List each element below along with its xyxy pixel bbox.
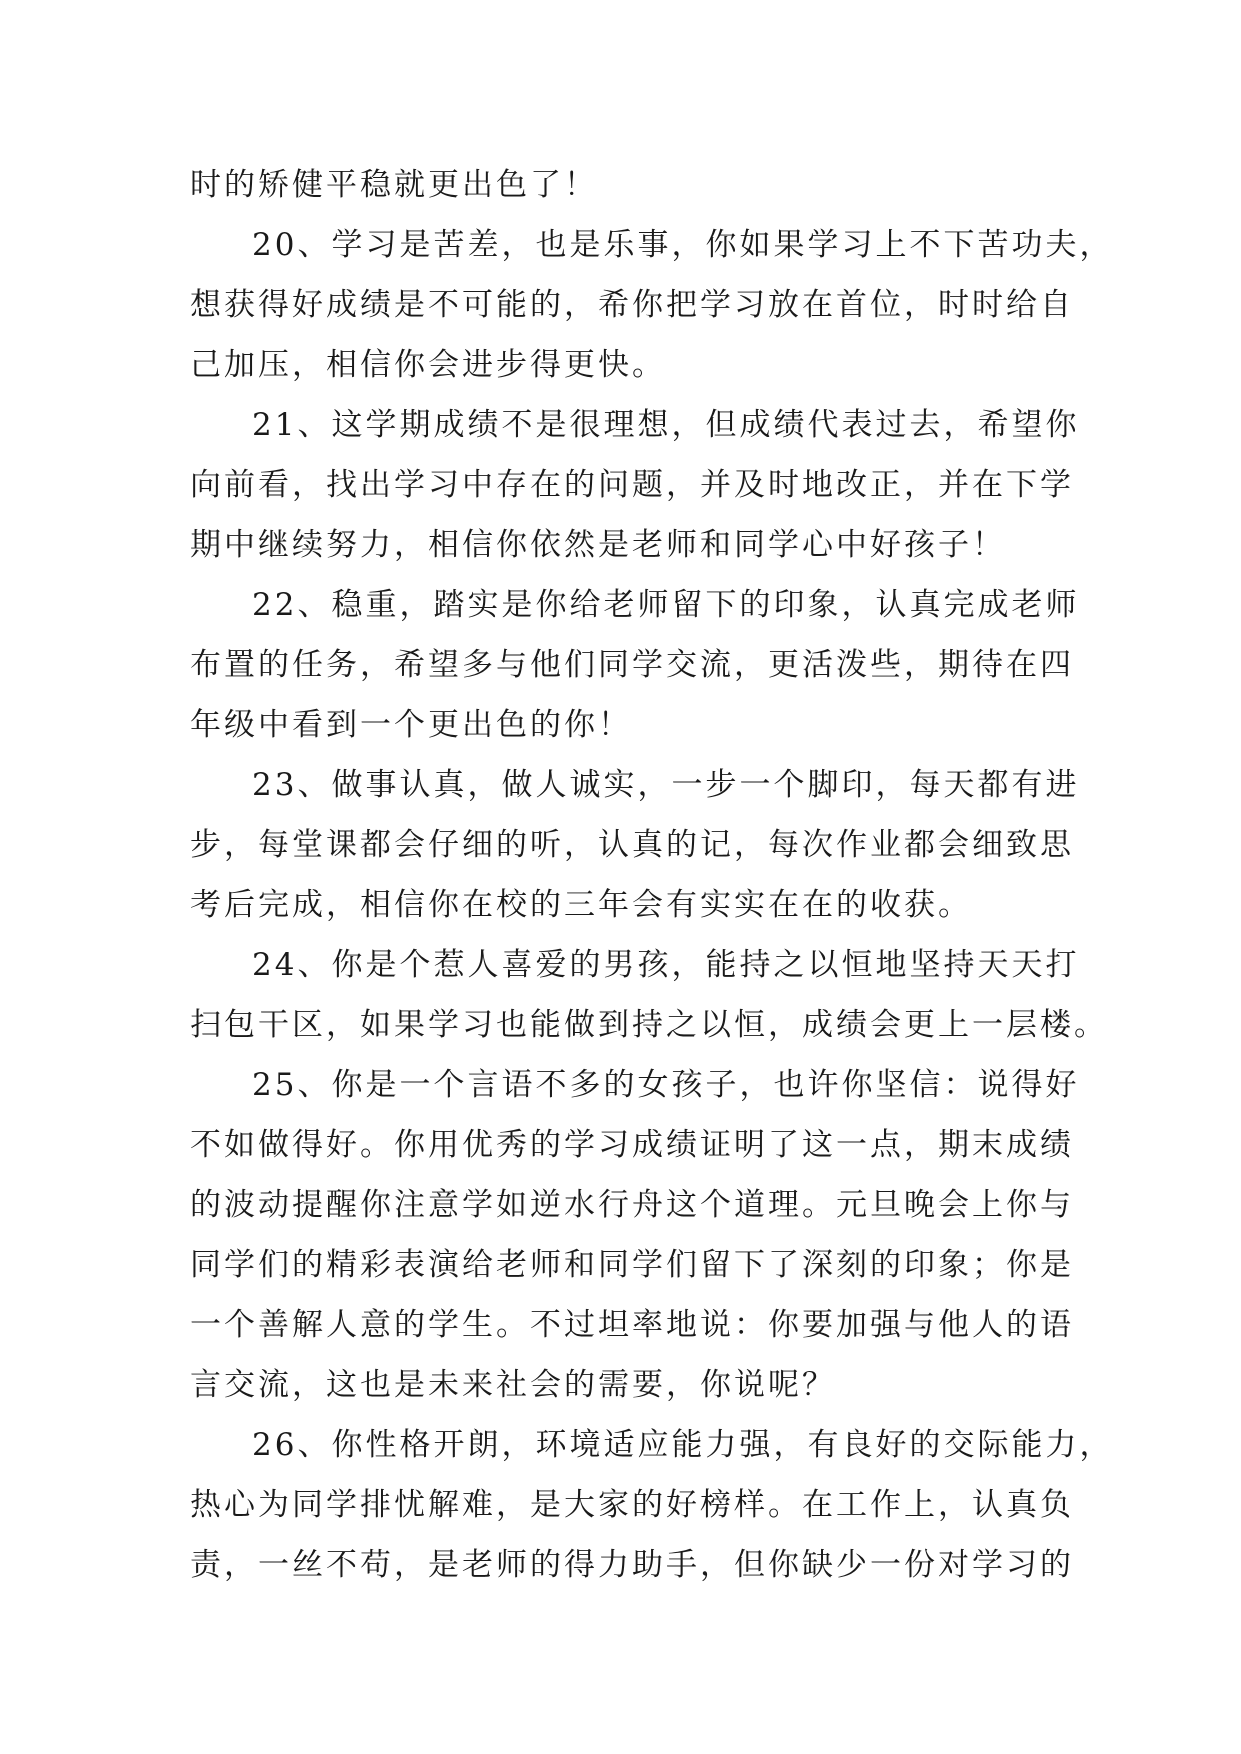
text-line: 想获得好成绩是不可能的，希你把学习放在首位，时时给自 [190, 287, 1074, 323]
text-line: 步，每堂课都会仔细的听，认真的记，每次作业都会细致思 [190, 827, 1074, 863]
text-line: 己加压，相信你会进步得更快。 [190, 347, 666, 383]
text-line: 的波动提醒你注意学如逆水行舟这个道理。元旦晚会上你与 [190, 1187, 1074, 1223]
text-line: 向前看，找出学习中存在的问题，并及时地改正，并在下学 [190, 467, 1074, 503]
text-line: 时的矫健平稳就更出色了！ [190, 167, 598, 203]
text-line: 年级中看到一个更出色的你！ [190, 707, 632, 743]
text-line: 布置的任务，希望多与他们同学交流，更活泼些，期待在四 [190, 647, 1074, 683]
text-line: 责，一丝不苟，是老师的得力助手，但你缺少一份对学习的 [190, 1547, 1074, 1583]
text-line: 热心为同学排忧解难，是大家的好榜样。在工作上，认真负 [190, 1487, 1074, 1523]
paragraph-20-line-1: 20、学习是苦差，也是乐事，你如果学习上不下苦功夫， [252, 227, 1114, 263]
paragraph-21-line-1: 21、这学期成绩不是很理想，但成绩代表过去，希望你 [252, 407, 1080, 443]
paragraph-24-line-1: 24、你是个惹人喜爱的男孩，能持之以恒地坚持天天打 [252, 947, 1080, 983]
paragraph-26-line-1: 26、你性格开朗，环境适应能力强，有良好的交际能力， [252, 1427, 1114, 1463]
text-line: 不如做得好。你用优秀的学习成绩证明了这一点，期末成绩 [190, 1127, 1074, 1163]
paragraph-23-line-1: 23、做事认真，做人诚实，一步一个脚印，每天都有进 [252, 767, 1080, 803]
paragraph-25-line-1: 25、你是一个言语不多的女孩子，也许你坚信：说得好 [252, 1067, 1080, 1103]
text-line: 言交流，这也是未来社会的需要，你说呢？ [190, 1367, 836, 1403]
text-line: 期中继续努力，相信你依然是老师和同学心中好孩子！ [190, 527, 1006, 563]
text-line: 一个善解人意的学生。不过坦率地说：你要加强与他人的语 [190, 1307, 1074, 1343]
text-line: 考后完成，相信你在校的三年会有实实在在的收获。 [190, 887, 972, 923]
text-line: 同学们的精彩表演给老师和同学们留下了深刻的印象；你是 [190, 1247, 1074, 1283]
paragraph-22-line-1: 22、稳重，踏实是你给老师留下的印象，认真完成老师 [252, 587, 1080, 623]
document-body [190, 155, 1114, 1595]
text-line: 扫包干区，如果学习也能做到持之以恒，成绩会更上一层楼。 [190, 1007, 1108, 1043]
